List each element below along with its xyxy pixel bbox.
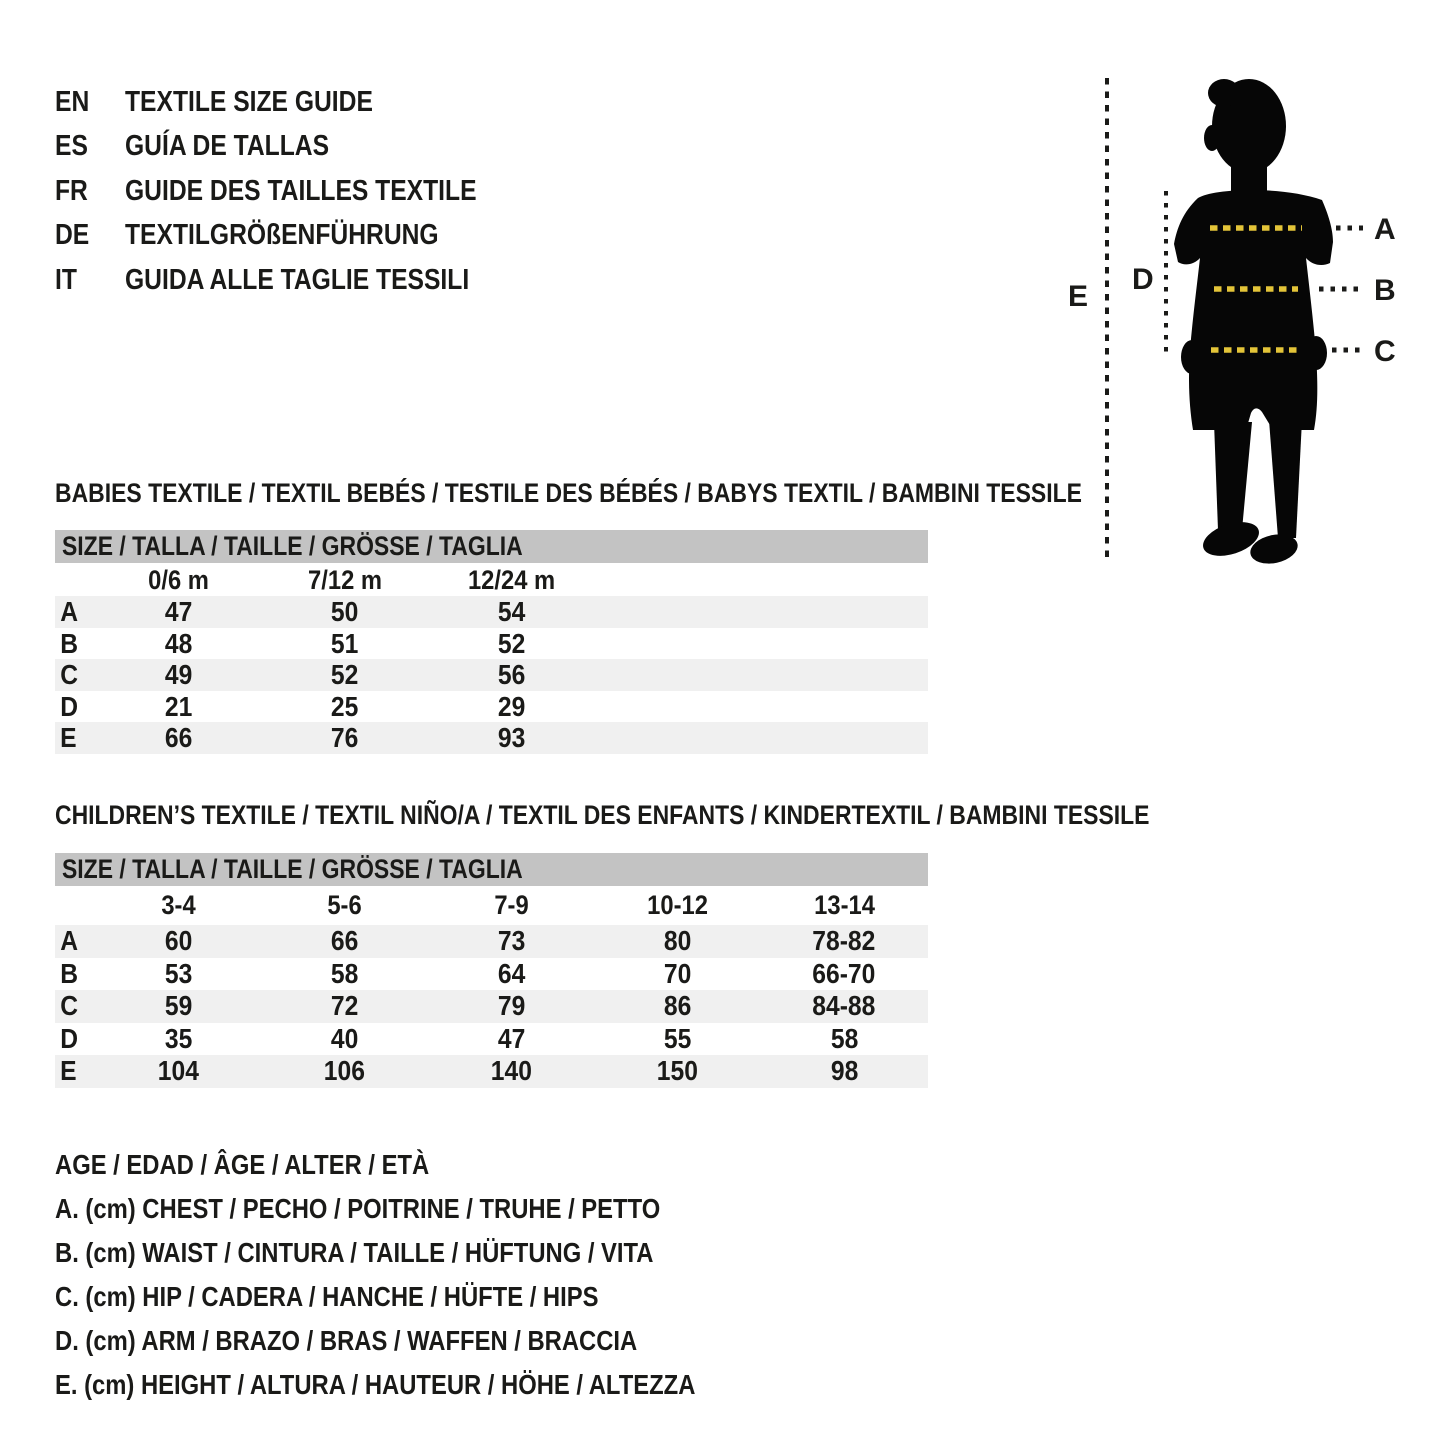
language-code: FR <box>55 174 88 207</box>
table-cell: 140 <box>490 1055 532 1087</box>
language-code: ES <box>55 130 88 163</box>
table-cell: 50 <box>331 596 359 627</box>
table-cell: 21 <box>164 690 192 722</box>
table-cell: 70 <box>664 957 692 989</box>
column-header: 7/12 m <box>307 565 382 595</box>
table-row <box>55 958 928 991</box>
column-header: 12/24 m <box>467 565 555 595</box>
table-cell: 56 <box>497 659 525 690</box>
row-label: B <box>60 957 79 989</box>
label-c: C <box>1374 335 1396 368</box>
column-header: 3-4 <box>161 890 196 920</box>
children-section-heading: CHILDREN’S TEXTILE / TEXTIL NIÑO/A / TEXTIL DES ENFANTS / KINDERTEXTIL / BAMBINI TESSILE <box>55 800 1150 830</box>
table-cell: 35 <box>164 1022 192 1054</box>
legend-item: A. (cm) CHEST / PECHO / POITRINE / TRUHE / PETTO <box>55 1193 661 1224</box>
table-cell: 25 <box>331 690 359 722</box>
legend-item: E. (cm) HEIGHT / ALTURA / HAUTEUR / HÖHE / ALTEZZA <box>55 1369 696 1400</box>
table-cell: 86 <box>664 990 692 1022</box>
language-code: DE <box>55 219 90 252</box>
table-cell: 76 <box>331 722 359 753</box>
row-label: A <box>60 925 79 957</box>
table-cell: 80 <box>664 925 692 957</box>
table-cell: 84-88 <box>812 990 876 1022</box>
row-label: C <box>60 659 79 690</box>
table-row <box>55 659 928 691</box>
table-cell: 66 <box>331 925 359 957</box>
table-cell: 150 <box>657 1055 699 1087</box>
children-size-header-bar: SIZE / TALLA / TAILLE / GRÖSSE / TAGLIA <box>55 853 928 886</box>
guide-title: GUIDE DES TAILLES TEXTILE <box>125 174 477 207</box>
guide-title: GUIDA ALLE TAGLIE TESSILI <box>125 263 470 296</box>
corner-cell <box>55 565 95 596</box>
babies-table-body <box>55 596 928 754</box>
column-header: 13-14 <box>813 890 875 920</box>
babies-section-heading: BABIES TEXTILE / TEXTIL BEBÉS / TESTILE DES BÉBÉS / BABYS TEXTIL / BAMBINI TESSILE <box>55 478 1082 508</box>
table-cell: 47 <box>164 596 192 627</box>
table-cell: 48 <box>164 627 192 659</box>
column-header: 0/6 m <box>147 565 209 595</box>
language-row <box>55 214 539 259</box>
table-cell: 52 <box>331 659 359 690</box>
legend-item: B. (cm) WAIST / CINTURA / TAILLE / HÜFTUNG / VITA <box>55 1237 654 1268</box>
table-cell: 78-82 <box>812 925 876 957</box>
table-cell: 79 <box>497 990 525 1022</box>
table-row <box>55 722 928 754</box>
legend-item: D. (cm) ARM / BRAZO / BRAS / WAFFEN / BRACCIA <box>55 1325 638 1356</box>
column-header: 5-6 <box>327 890 362 920</box>
table-row <box>55 628 928 660</box>
table-cell: 73 <box>497 925 525 957</box>
guide-title: TEXTILE SIZE GUIDE <box>125 85 373 118</box>
children-column-header-row <box>55 890 928 920</box>
row-label: E <box>60 1055 77 1087</box>
language-code: IT <box>55 263 77 296</box>
table-row <box>55 1023 928 1056</box>
table-cell: 29 <box>497 690 525 722</box>
row-label: D <box>60 1022 79 1054</box>
legend-item: C. (cm) HIP / CADERA / HANCHE / HÜFTE / HIPS <box>55 1281 599 1312</box>
language-row <box>55 80 539 125</box>
table-cell: 47 <box>497 1022 525 1054</box>
silhouette-right-leg <box>1269 420 1302 538</box>
table-cell: 53 <box>164 957 192 989</box>
children-table-body <box>55 925 928 1088</box>
column-header: 10-12 <box>647 890 709 920</box>
silhouette-right-hand <box>1305 336 1327 370</box>
language-row <box>55 258 539 303</box>
corner-cell <box>55 890 95 921</box>
table-cell: 58 <box>331 957 359 989</box>
table-row <box>55 925 928 958</box>
row-label: B <box>60 627 79 659</box>
measurement-legend <box>55 1143 808 1407</box>
silhouette-hair <box>1208 79 1240 107</box>
table-cell: 40 <box>331 1022 359 1054</box>
row-label: A <box>60 596 79 627</box>
guide-title: TEXTILGRÖßENFÜHRUNG <box>125 219 439 252</box>
row-label: E <box>60 722 77 753</box>
table-row <box>55 1055 928 1088</box>
size-figure-svg <box>1040 60 1445 600</box>
silhouette-left-leg <box>1214 422 1252 530</box>
silhouette-left-hand <box>1181 340 1203 374</box>
table-cell: 59 <box>164 990 192 1022</box>
language-title-list <box>55 80 539 303</box>
label-b: B <box>1374 274 1396 307</box>
guide-title: GUÍA DE TALLAS <box>125 130 330 163</box>
row-label: C <box>60 990 79 1022</box>
table-cell: 54 <box>497 596 525 627</box>
table-cell: 66 <box>164 722 192 753</box>
language-row <box>55 169 539 214</box>
row-label: D <box>60 690 79 722</box>
column-header: 7-9 <box>494 890 529 920</box>
table-cell: 52 <box>497 627 525 659</box>
table-cell: 49 <box>164 659 192 690</box>
table-row <box>55 596 928 628</box>
table-cell: 58 <box>830 1022 858 1054</box>
table-cell: 60 <box>164 925 192 957</box>
table-cell: 98 <box>830 1055 858 1087</box>
table-cell: 66-70 <box>812 957 876 989</box>
table-cell: 93 <box>497 722 525 753</box>
table-cell: 55 <box>664 1022 692 1054</box>
legend-age-line: AGE / EDAD / ÂGE / ALTER / ETÀ <box>55 1149 430 1180</box>
table-cell: 64 <box>497 957 525 989</box>
table-cell: 51 <box>331 627 359 659</box>
measurement-figure <box>1040 60 1445 600</box>
label-a: A <box>1374 213 1396 246</box>
babies-size-header-bar: SIZE / TALLA / TAILLE / GRÖSSE / TAGLIA <box>55 530 928 563</box>
table-row <box>55 691 928 723</box>
label-d: D <box>1132 263 1154 296</box>
language-code: EN <box>55 85 90 118</box>
table-cell: 72 <box>331 990 359 1022</box>
silhouette-ear <box>1204 125 1220 151</box>
table-cell: 104 <box>157 1055 199 1087</box>
language-row <box>55 125 539 170</box>
label-e: E <box>1068 280 1089 313</box>
table-row <box>55 990 928 1023</box>
table-cell: 106 <box>324 1055 366 1087</box>
babies-column-header-row <box>55 565 928 595</box>
